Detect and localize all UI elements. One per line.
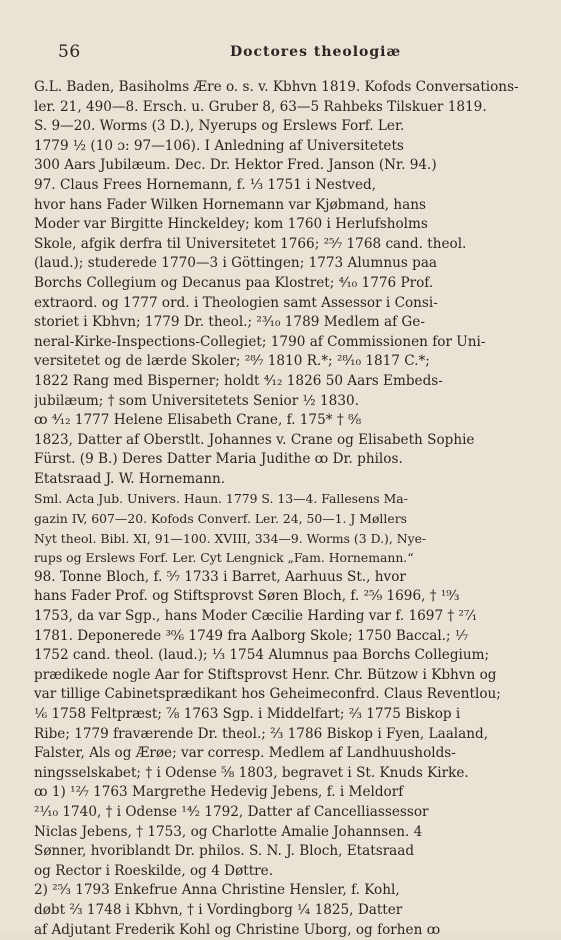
text-line: ¹⁄₆ 1758 Feltpræst; ⅞ 1763 Sgp. i Middelfart; ²⁄₃ 1775 Biskop i [34, 706, 461, 722]
text-line: døbt ⅔ 1748 i Kbhvn, † i Vordingborg ¹⁄₄ 1825, Datter [34, 901, 403, 918]
text-line: 1752 cand. theol. (laud.); ⅓ 1754 Alumnus paa Borchs Collegium; [34, 647, 490, 664]
running-head: Doctores theologiæ [230, 44, 402, 60]
text-line: neral-Kirke-Inspections-Collegiet; 1790 af Commissionen for Uni- [34, 333, 486, 350]
text-line: af Adjutant Frederik Kohl og Christine Uborg, og forhen ꝏ [34, 921, 441, 938]
text-line: Niclas Jebens, † 1753, og Charlotte Amalie Johannsen. 4 [34, 823, 423, 840]
text-line: ꝏ 1) ¹²⁄₇ 1763 Margrethe Hedevig Jebens, f. i Meldorf [34, 784, 404, 801]
text-line: Fürst. (9 B.) Deres Datter Maria Judithe ꝏ Dr. philos. [34, 451, 403, 468]
text-line: 1779 ½ (10 ɔ: 97—106). I Anledning af Universitetets [34, 137, 404, 154]
reference-line: Sml. Acta Jub. Univers. Haun. 1779 S. 13—4. Fallesens Ma- [34, 491, 408, 507]
page-header [0, 42, 561, 66]
text-line: 97. Claus Frees Hornemann, f. ⅓ 1751 i Nestved, [34, 176, 377, 193]
text-line: G.L. Baden, Basiholms Ære o. s. v. Kbhvn 1819. Kofods Conversations- [34, 79, 519, 95]
text-line: 1823, Datter af Oberstlt. Johannes v. Crane og Elisabeth Sophie [34, 431, 475, 448]
text-line: Borchs Collegium og Decanus paa Klostret; ⁴⁄₁₀ 1776 Prof. [34, 274, 434, 291]
text-line: 1822 Rang med Bisperner; holdt ⁴⁄₁₂ 1826 50 Aars Embeds- [34, 372, 443, 389]
text-line: Etatsraad J. W. Hornemann. [34, 470, 226, 487]
text-line: prædikede nogle Aar for Stiftsprovst Henr. Chr. Bützow i Kbhvn og [34, 666, 497, 683]
text-line: Sønner, hvoriblandt Dr. philos. S. N. J. Bloch, Etatsraad [34, 843, 415, 860]
reference-line: gazin IV, 607—20. Kofods Converf. Ler. 24, 50—1. J Møllers [34, 511, 407, 527]
text-line: ꝏ ⁴⁄₁₂ 1777 Helene Elisabeth Crane, f. 175* † ⁸⁄₈ [34, 412, 362, 429]
reference-line: rups og Erslews Forf. Ler. Cyt Lengnick „Fam. Hornemann.“ [34, 550, 414, 566]
page-body [34, 78, 534, 940]
text-line: hvor hans Fader Wilken Hornemann var Kjøbmand, hans [34, 196, 427, 213]
text-line: Ribe; 1779 fraværende Dr. theol.; ⅔ 1786 Biskop i Fyen, Laaland, [34, 725, 489, 742]
text-line: hans Fader Prof. og Stiftsprovst Søren Bloch, f. ²⁵⁄₉ 1696, † ¹⁹⁄₃ [34, 588, 460, 605]
text-line: ler. 21, 490—8. Ersch. u. Gruber 8, 63—5 Rahbeks Tilskuer 1819. [34, 98, 487, 115]
text-line: 300 Aars Jubilæum. Dec. Dr. Hektor Fred. Janson (Nr. 94.) [34, 157, 437, 174]
text-line: var tillige Cabinetsprædikant hos Geheimeconfrd. Claus Reventlou; [34, 686, 501, 703]
text-line: og Rector i Roeskilde, og 4 Døttre. [34, 862, 274, 879]
text-line: extraord. og 1777 ord. i Theologien samt Assessor i Consi- [34, 294, 438, 311]
text-line: 1753, da var Sgp., hans Moder Cæcilie Harding var f. 1697 † ²⁷⁄₁ [34, 608, 478, 625]
text-line: (laud.); studerede 1770—3 i Göttingen; 1773 Alumnus paa [34, 255, 438, 272]
reference-line: Nyt theol. Bibl. XI, 91—100. XVIII, 334—9. Worms (3 D.), Nye- [34, 530, 427, 546]
text-line: Moder var Birgitte Hinckeldey; kom 1760 i Herlufsholms [34, 216, 428, 233]
text-line: Falster, Als og Ærøe; var corresp. Medlem af Landhuusholds- [34, 745, 456, 762]
text-line: jubilæum; † som Universitetets Senior ½ 1830. [34, 392, 359, 409]
text-line: 2) ²⁵⁄₃ 1793 Enkefrue Anna Christine Hensler, f. Kohl, [34, 882, 400, 899]
text-line: 98. Tonne Bloch, f. ⁵⁄₇ 1733 i Barret, Aarhuus St., hvor [34, 568, 406, 585]
text-line: ningsselskabet; † i Odense ⅝ 1803, begravet i St. Knuds Kirke. [34, 764, 469, 781]
text-line: 1781. Deponerede ³⁰⁄₆ 1749 fra Aalborg Skole; 1750 Baccal.; ¹⁄₇ [34, 627, 469, 644]
text-line: versitetet og de lærde Skoler; ²⁸⁄₇ 1810 R.*; ²⁸⁄₁₀ 1817 C.*; [34, 353, 430, 370]
text-line: ²¹⁄₁₀ 1740, † i Odense ¹⁴⁄₂ 1792, Datter af Cancelliassessor [34, 803, 429, 820]
text-line: Skole, afgik derfra til Universitetet 1766; ²⁵⁄₇ 1768 cand. theol. [34, 235, 467, 252]
text-line: storiet i Kbhvn; 1779 Dr. theol.; ²³⁄₁₀ 1789 Medlem af Ge- [34, 314, 425, 331]
page-number: 56 [58, 42, 81, 62]
text-line: S. 9—20. Worms (3 D.), Nyerups og Erslews Forf. Ler. [34, 118, 405, 135]
